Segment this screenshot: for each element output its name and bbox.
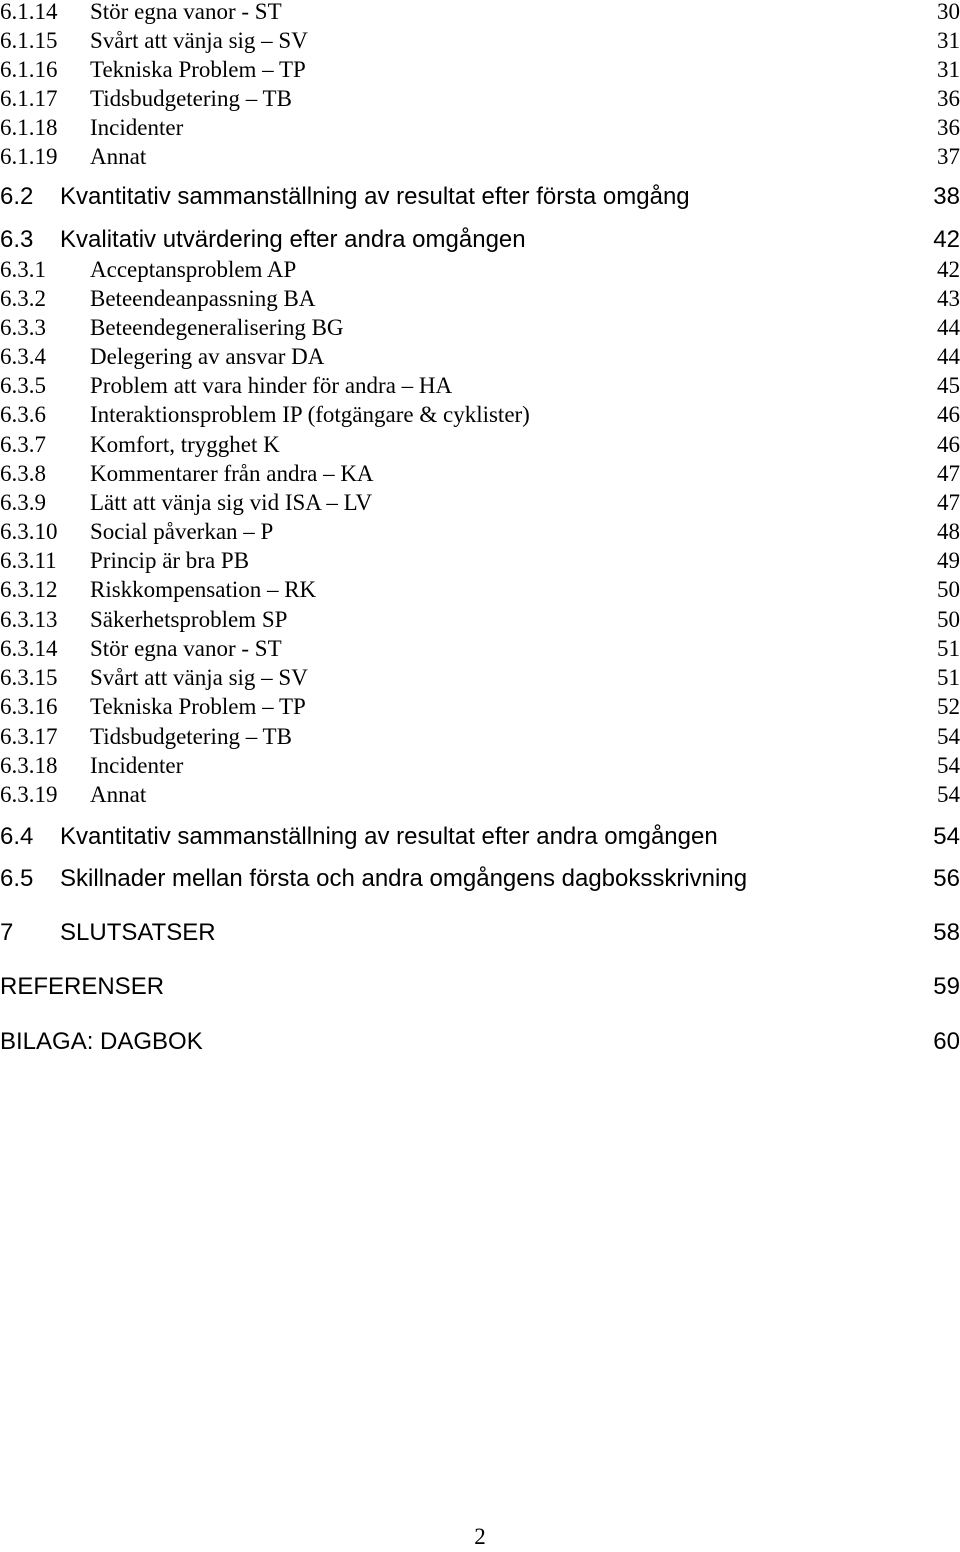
toc-entry-page: 36 [937, 86, 960, 111]
toc-entry-page: 52 [937, 694, 960, 719]
toc-entry[interactable] [0, 284, 960, 314]
toc-entry-page: 30 [937, 0, 960, 24]
toc-entry-number: 6.3.6 [0, 402, 46, 427]
toc-section-entry[interactable] [0, 822, 960, 852]
toc-entry-page: 43 [937, 286, 960, 311]
toc-entry-number: 6.3.17 [0, 724, 58, 749]
toc-entry-title: Beteendeanpassning BA [90, 286, 316, 311]
toc-entry-title: Stör egna vanor - ST [90, 636, 282, 661]
toc-entry-title: Problem att vara hinder för andra – HA [90, 373, 453, 398]
toc-entry-page: 42 [937, 257, 960, 282]
toc-entry-title: Kvalitativ utvärdering efter andra omgången [60, 226, 526, 253]
toc-entry[interactable] [0, 634, 960, 664]
toc-entry-number: 6.3.13 [0, 607, 58, 632]
toc-entry-page: 50 [937, 577, 960, 602]
toc-entry[interactable] [0, 84, 960, 114]
toc-entry-title: Tekniska Problem – TP [90, 694, 306, 719]
toc-entry-title: Kvantitativ sammanställning av resultat efter andra omgången [60, 823, 718, 850]
toc-entry-number: 6.3.15 [0, 665, 58, 690]
toc-entry-number: 7 [0, 919, 14, 946]
toc-entry[interactable] [0, 575, 960, 605]
toc-entry-number: 6.1.18 [0, 115, 58, 140]
toc-entry[interactable] [0, 488, 960, 518]
toc-entry-page: 47 [937, 461, 960, 486]
toc-entry-page: 60 [933, 1028, 960, 1055]
toc-entry-title: Komfort, trygghet K [90, 432, 280, 457]
toc-entry[interactable] [0, 26, 960, 56]
toc-entry-title: Delegering av ansvar DA [90, 344, 325, 369]
toc-section-entry[interactable] [0, 182, 960, 212]
toc-entry-title: Annat [90, 782, 147, 807]
toc-entry-number: 6.3.1 [0, 257, 46, 282]
toc-entry-title: Tekniska Problem – TP [90, 57, 306, 82]
toc-entry-page: 44 [937, 344, 960, 369]
toc-entry[interactable] [0, 605, 960, 635]
toc-entry-title: Incidenter [90, 115, 184, 140]
toc-entry[interactable] [0, 546, 960, 576]
toc-entry[interactable] [0, 255, 960, 285]
toc-entry-title: Princip är bra PB [90, 548, 250, 573]
toc-entry-title: Skillnader mellan första och andra omgångens dagboksskrivning [60, 865, 748, 892]
toc-entry[interactable] [0, 722, 960, 752]
toc-entry-page: 47 [937, 490, 960, 515]
toc-entry-number: 6.3.5 [0, 373, 46, 398]
toc-entry-number: 6.1.19 [0, 144, 58, 169]
toc-entry-page: 58 [933, 919, 960, 946]
toc-entry-number: 6.4 [0, 823, 34, 850]
toc-entry-page: 54 [933, 823, 960, 850]
toc-entry-page: 38 [933, 183, 960, 210]
toc-entry-page: 54 [937, 782, 960, 807]
toc-section-entry[interactable] [0, 864, 960, 894]
toc-entry-page: 56 [933, 865, 960, 892]
toc-entry-number: 6.3.19 [0, 782, 58, 807]
toc-entry-number: 6.3.4 [0, 344, 46, 369]
toc-entry-title: Tidsbudgetering – TB [90, 724, 292, 749]
toc-entry-number: 6.3.2 [0, 286, 46, 311]
toc-entry[interactable] [0, 459, 960, 489]
toc-entry[interactable] [0, 342, 960, 372]
toc-entry-page: 37 [937, 144, 960, 169]
toc-entry-title: Säkerhetsproblem SP [90, 607, 288, 632]
toc-entry-page: 51 [937, 665, 960, 690]
toc-entry-number: 6.3.8 [0, 461, 46, 486]
toc-entry-number: 6.3.3 [0, 315, 46, 340]
toc-entry-page: 42 [933, 226, 960, 253]
toc-entry[interactable] [0, 371, 960, 401]
toc-entry-title: Svårt att vänja sig – SV [90, 665, 308, 690]
toc-entry[interactable] [0, 517, 960, 547]
toc-entry-number: 6.3.18 [0, 753, 58, 778]
toc-entry-title: Lätt att vänja sig vid ISA – LV [90, 490, 373, 515]
toc-entry-number: 6.3.9 [0, 490, 46, 515]
toc-entry-page: 59 [933, 973, 960, 1000]
toc-entry-title: Stör egna vanor - ST [90, 0, 282, 24]
toc-entry-title: SLUTSATSER [60, 919, 216, 946]
toc-entry-number: 6.5 [0, 865, 34, 892]
toc-entry[interactable] [0, 751, 960, 781]
toc-entry-title: Interaktionsproblem IP (fotgängare & cyklister) [90, 402, 530, 427]
toc-entry-number: 6.3.12 [0, 577, 58, 602]
toc-entry[interactable] [0, 113, 960, 143]
toc-chapter-entry[interactable] [0, 918, 960, 948]
toc-entry[interactable] [0, 400, 960, 430]
toc-entry-number: 6.2 [0, 183, 34, 210]
toc-entry-number: 6.1.15 [0, 28, 58, 53]
toc-entry-page: 44 [937, 315, 960, 340]
toc-entry-number: 6.3.10 [0, 519, 58, 544]
toc-entry-page: 46 [937, 432, 960, 457]
toc-entry-page: 31 [937, 57, 960, 82]
toc-chapter-entry[interactable] [0, 972, 960, 1002]
toc-entry-page: 31 [937, 28, 960, 53]
toc-entry-title: Kvantitativ sammanställning av resultat efter första omgång [60, 183, 690, 210]
toc-entry[interactable] [0, 780, 960, 810]
toc-entry-title: Social påverkan – P [90, 519, 274, 544]
toc-entry[interactable] [0, 692, 960, 722]
toc-entry-page: 36 [937, 115, 960, 140]
toc-entry-number: 6.1.17 [0, 86, 58, 111]
toc-entry-title: Kommentarer från andra – KA [90, 461, 374, 486]
toc-entry-page: 49 [937, 548, 960, 573]
toc-entry-page: 54 [937, 753, 960, 778]
toc-entry-page: 50 [937, 607, 960, 632]
toc-entry-title: REFERENSER [0, 973, 165, 1000]
toc-entry-number: 6.1.16 [0, 57, 58, 82]
toc-entry-page: 46 [937, 402, 960, 427]
toc-entry[interactable] [0, 313, 960, 343]
toc-section-entry[interactable] [0, 225, 960, 255]
toc-entry-number: 6.3.16 [0, 694, 58, 719]
toc-entry-number: 6.3.11 [0, 548, 57, 573]
toc-chapter-entry[interactable] [0, 1027, 960, 1057]
toc-entry-title: Beteendegeneralisering BG [90, 315, 344, 340]
toc-entry-title: Svårt att vänja sig – SV [90, 28, 308, 53]
toc-entry-page: 51 [937, 636, 960, 661]
toc-entry-title: Acceptansproblem AP [90, 257, 297, 282]
toc-entry-page: 54 [937, 724, 960, 749]
toc-entry-page: 48 [937, 519, 960, 544]
page-number: 2 [474, 1524, 486, 1549]
toc-entry[interactable] [0, 55, 960, 85]
toc-entry[interactable] [0, 0, 960, 27]
toc-entry-title: Tidsbudgetering – TB [90, 86, 292, 111]
toc-entry-title: BILAGA: DAGBOK [0, 1028, 203, 1055]
toc-entry-title: Annat [90, 144, 147, 169]
toc-entry[interactable] [0, 430, 960, 460]
toc-entry-number: 6.3 [0, 226, 34, 253]
toc-entry-title: Incidenter [90, 753, 184, 778]
toc-entry[interactable] [0, 663, 960, 693]
toc-entry-number: 6.3.7 [0, 432, 46, 457]
toc-entry[interactable] [0, 142, 960, 172]
toc-entry-title: Riskkompensation – RK [90, 577, 317, 602]
toc-entry-number: 6.3.14 [0, 636, 58, 661]
toc-entry-number: 6.1.14 [0, 0, 58, 24]
toc-entry-page: 45 [937, 373, 960, 398]
